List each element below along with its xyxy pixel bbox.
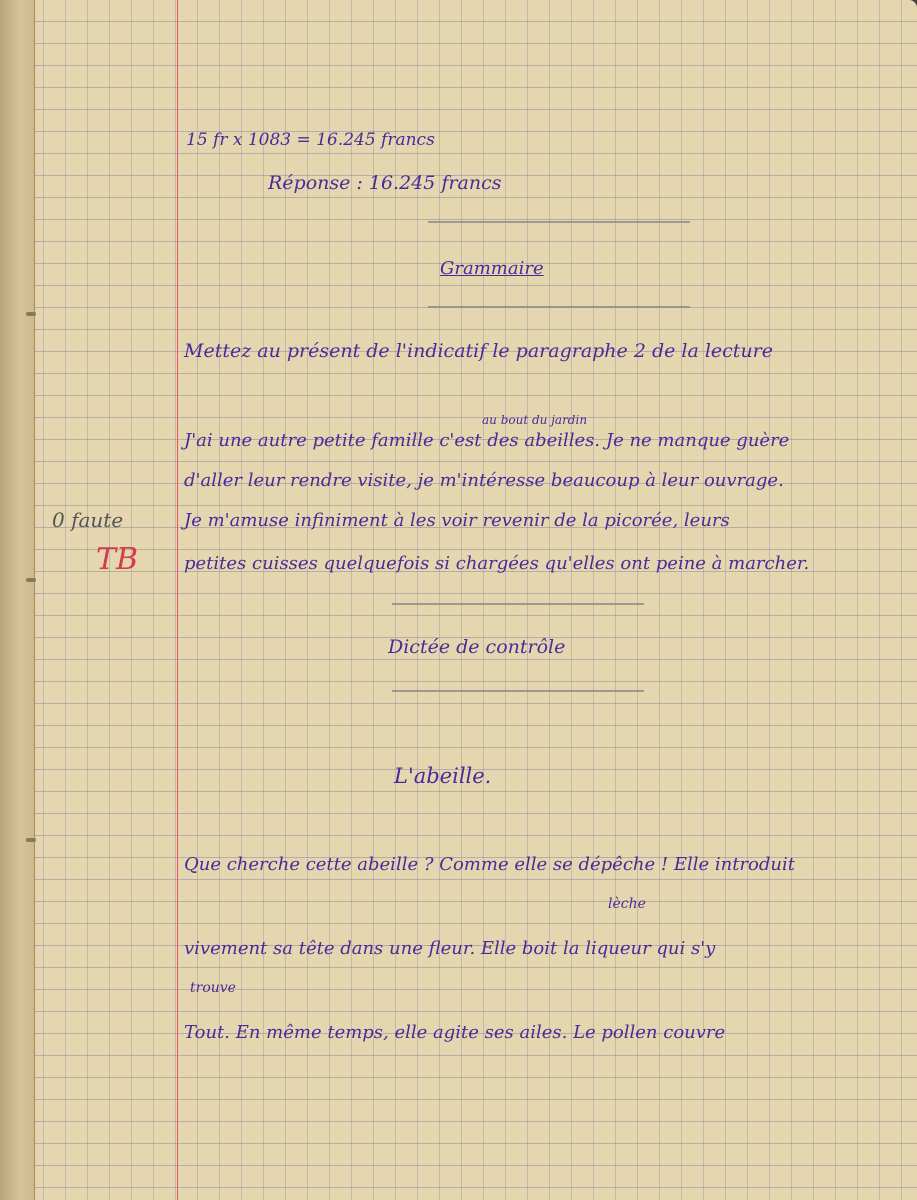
math-calculation: 15 fr x 1083 = 16.245 francs [186, 130, 435, 150]
grammar-line: petites cuisses quelquefois si chargées qu'elles ont peine à marcher. [184, 553, 810, 574]
dictation-line: Que cherche cette abeille ? Comme elle se dépêche ! Elle introduit [184, 854, 795, 875]
grammar-line: d'aller leur rendre visite, je m'intéresse beaucoup à leur ouvrage. [184, 470, 784, 491]
math-answer: Réponse : 16.245 francs [268, 172, 502, 194]
red-margin-line [177, 0, 178, 1200]
pencil-rule [428, 221, 690, 223]
page-binding [0, 0, 35, 1200]
grammar-title: Grammaire [440, 258, 544, 279]
grammar-insert: au bout du jardin [482, 413, 588, 427]
grammar-instruction: Mettez au présent de l'indicatif le paragraphe 2 de la lecture [184, 340, 774, 362]
dictation-title: L'abeille. [394, 764, 492, 788]
grammar-line: Je m'amuse infiniment à les voir revenir de la picorée, leurs [184, 510, 730, 531]
dictation-line: trouve [190, 980, 236, 996]
dictation-line: Tout. En même temps, elle agite ses ailes. Le pollen couvre [184, 1022, 726, 1043]
staple-mark [26, 578, 36, 582]
dictation-insert: lèche [608, 896, 646, 912]
pencil-rule [392, 603, 644, 605]
dictation-line: vivement sa tête dans une fleur. Elle boit la liqueur qui s'y [184, 938, 716, 959]
grade-mark: TB [96, 542, 139, 577]
pencil-rule [392, 690, 644, 692]
grammar-line: J'ai une autre petite famille c'est des abeilles. Je ne manque guère [184, 430, 790, 451]
staple-mark [26, 312, 36, 316]
fault-count: 0 faute [52, 508, 124, 532]
staple-mark [26, 838, 36, 842]
pencil-rule [428, 306, 690, 308]
dictation-heading: Dictée de contrôle [388, 636, 566, 658]
